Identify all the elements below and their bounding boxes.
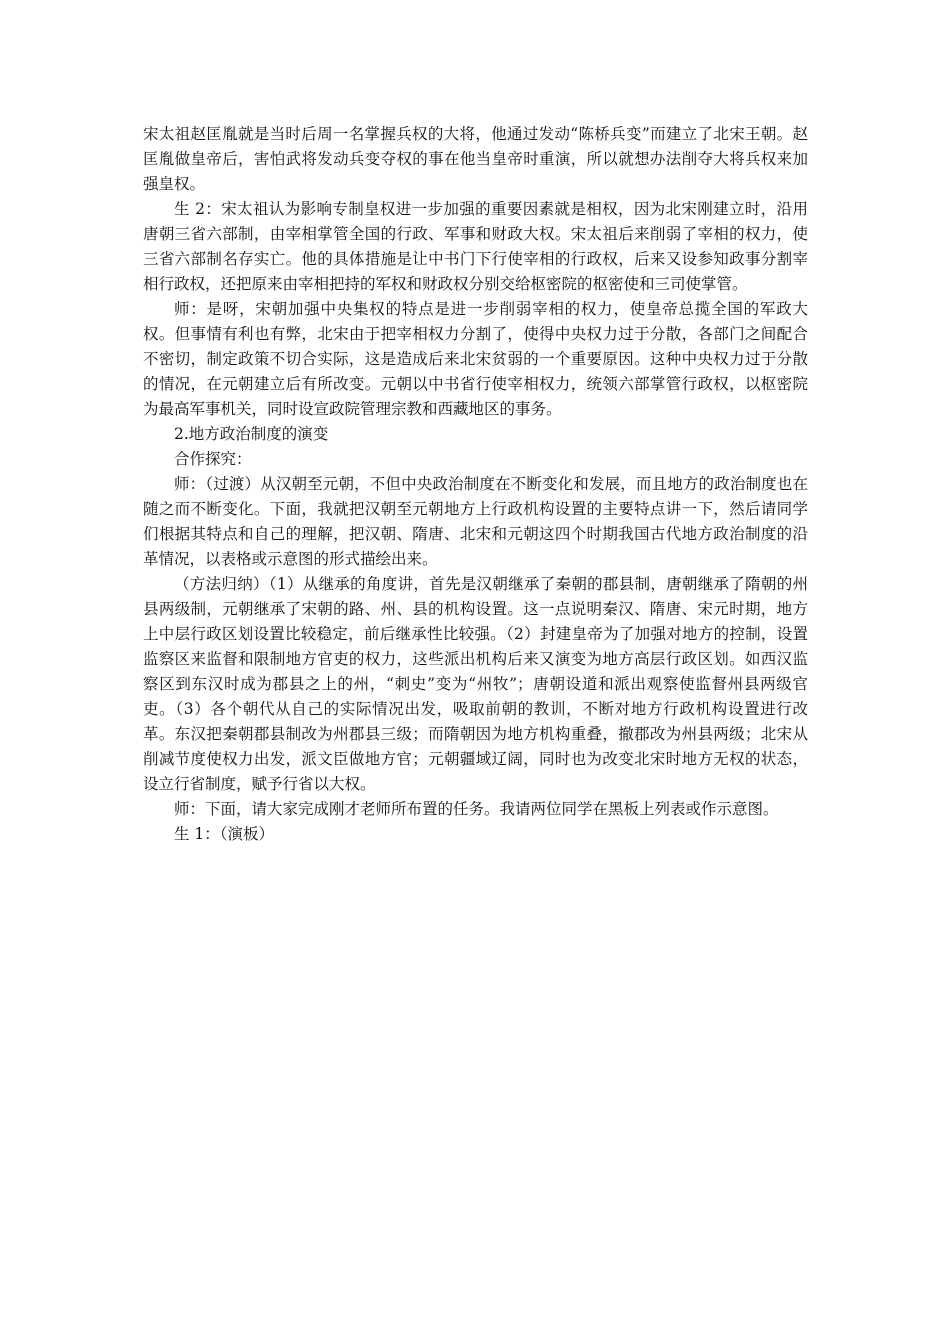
paragraph-cooperative-inquiry: 合作探究： [174, 450, 252, 468]
paragraph-teacher-assignment: 师：下面，请大家完成刚才老师所布置的任务。我请两位同学在黑板上列表或作示意图。 [174, 800, 779, 818]
document-body [143, 122, 808, 847]
paragraph-student-1: 生 1：（演板） [174, 825, 275, 843]
paragraph-teacher-song-dynasty: 师：是呀，宋朝加强中央集权的特点是进一步削弱宰相的权力，使皇帝总揽全国的军政大权。但事情有利也有弊，北宋由于把宰相权力分割了，使得中央权力过于分散，各部门之间配合不密切，制定政策不切合实际，这是造成后来北宋贫弱的一个重要原因。这种中央权力过于分散的情况，在元朝建立后有所改变。元朝以中书省行使宰相权力，统领六部掌管行政权，以枢密院为最高军事机关，同时设宣政院管理宗教和西藏地区的事务。 [143, 300, 808, 418]
paragraph-song-taizu-intro: 宋太祖赵匡胤就是当时后周一名掌握兵权的大将，他通过发动“陈桥兵变”而建立了北宋王朝。赵匡胤做皇帝后，害怕武将发动兵变夺权的事在他当皇帝时重演，所以就想办法削夺大将兵权来加强皇权。 [143, 125, 808, 193]
section-heading-local-politics: 2.地方政治制度的演变 [174, 425, 329, 443]
paragraph-teacher-transition: 师：（过渡）从汉朝至元朝，不但中央政治制度在不断变化和发展，而且地方的政治制度也在随之而不断变化。下面，我就把汉朝至元朝地方上行政机构设置的主要特点讲一下，然后请同学们根据其特点和自己的理解，把汉朝、隋唐、北宋和元朝这四个时期我国古代地方政治制度的沿革情况，以表格或示意图的形式描绘出来。 [143, 475, 808, 568]
paragraph-method-summary: （方法归纳）（1）从继承的角度讲，首先是汉朝继承了秦朝的郡县制，唐朝继承了隋朝的州县两级制，元朝继承了宋朝的路、州、县的机构设置。这一点说明秦汉、隋唐、宋元时期，地方上中层行政区划设置比较稳定，前后继承性比较强。（2）封建皇帝为了加强对地方的控制，设置监察区来监督和限制地方官吏的权力，这些派出机构后来又演变为地方高层行政区划。如西汉监察区到东汉时成为郡县之上的州，“刺史”变为“州牧”；唐朝设道和派出观察使监督州县两级官吏。（3）各个朝代从自己的实际情况出发，吸取前朝的教训，不断对地方行政机构设置进行改革。东汉把秦朝郡县制改为州郡县三级；而隋朝因为地方机构重叠，撤郡改为州县两级；北宋从削减节度使权力出发，派文臣做地方官；元朝疆域辽阔，同时也为改变北宋时地方无权的状态，设立行省制度，赋予行省以大权。 [143, 575, 808, 793]
paragraph-student-2: 生 2：宋太祖认为影响专制皇权进一步加强的重要因素就是相权，因为北宋刚建立时，沿用唐朝三省六部制，由宰相掌管全国的行政、军事和财政大权。宋太祖后来削弱了宰相的权力，使三省六部制名存实亡。他的具体措施是让中书门下行使宰相的行政权，后来又设参知政事分割宰相行政权，还把原来由宰相把持的军权和财政权分别交给枢密院的枢密使和三司使掌管。 [143, 200, 808, 293]
